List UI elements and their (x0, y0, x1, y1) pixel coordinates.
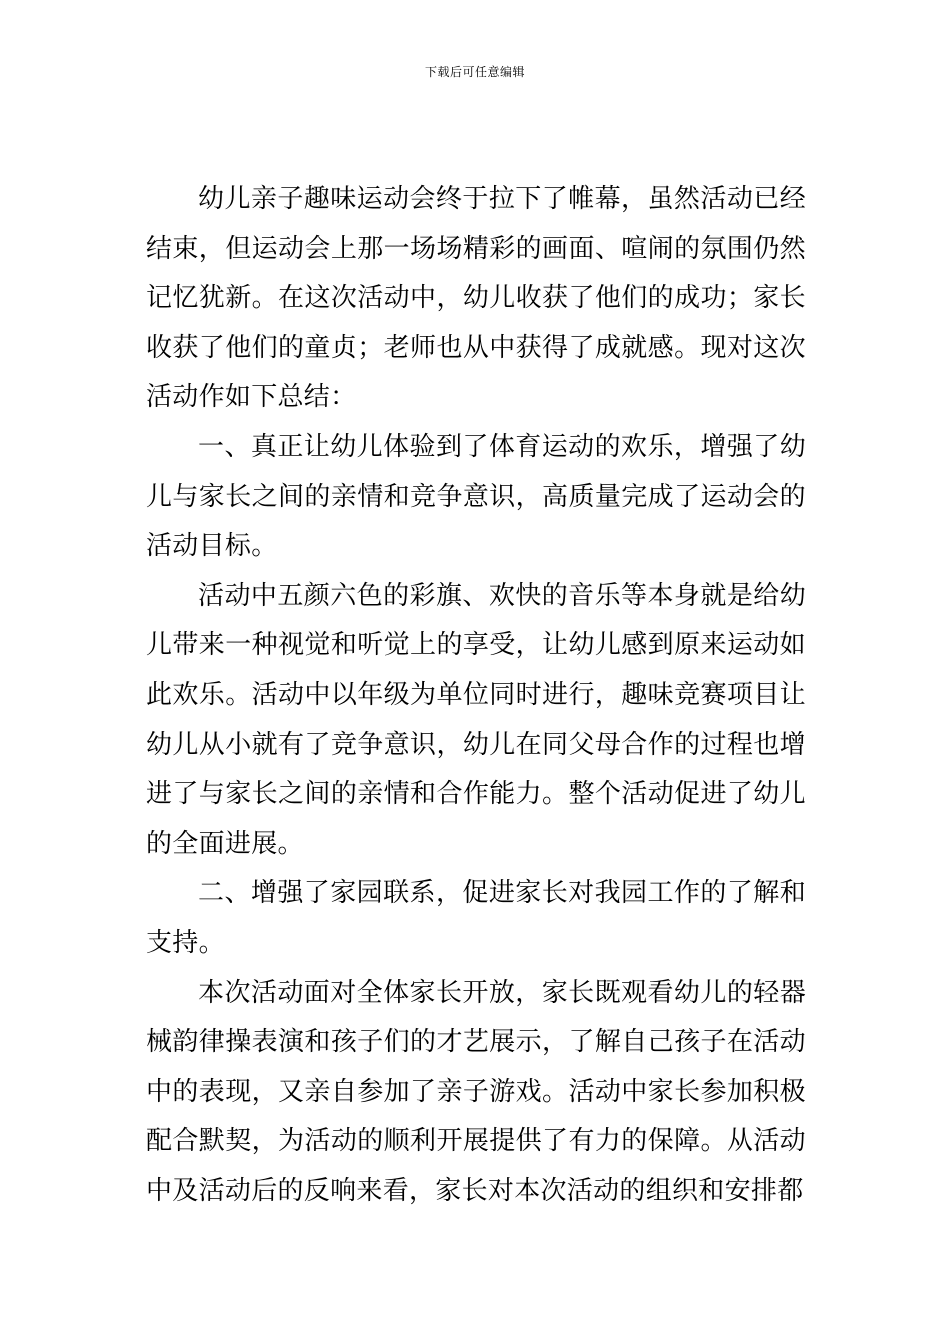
paragraph-intro: 幼儿亲子趣味运动会终于拉下了帷幕，虽然活动已经结束，但运动会上那一场场精彩的画面、喧闹的氛围仍然记忆犹新。在这次活动中，幼儿收获了他们的成功；家长收获了他们的童贞；老师也从中获得了成就感。现对这次活动作如下总结： (146, 184, 806, 413)
paragraph-section-one-heading: 一、真正让幼儿体验到了体育运动的欢乐，增强了幼儿与家长之间的亲情和竞争意识，高质量完成了运动会的活动目标。 (146, 431, 806, 562)
paragraph-section-two-heading: 二、增强了家园联系，促进家长对我园工作的了解和支持。 (146, 878, 806, 958)
page-header-note: 下载后可任意编辑 (424, 65, 525, 79)
document-body (146, 175, 806, 1216)
paragraph-section-two-detail: 本次活动面对全体家长开放，家长既观看幼儿的轻器械韵律操表演和孩子们的才艺展示，了解自己孩子在活动中的表现，又亲自参加了亲子游戏。活动中家长参加积极配合默契，为活动的顺利开展提供了有力的保障。从活动中及活动后的反响来看，家长对本次活动的组织和安排都 (146, 977, 806, 1206)
paragraph-section-one-detail: 活动中五颜六色的彩旗、欢快的音乐等本身就是给幼儿带来一种视觉和听觉上的享受，让幼儿感到原来运动如此欢乐。活动中以年级为单位同时进行，趣味竞赛项目让幼儿从小就有了竞争意识，幼儿在同父母合作的过程也增进了与家长之间的亲情和合作能力。整个活动促进了幼儿的全面进展。 (146, 580, 806, 859)
